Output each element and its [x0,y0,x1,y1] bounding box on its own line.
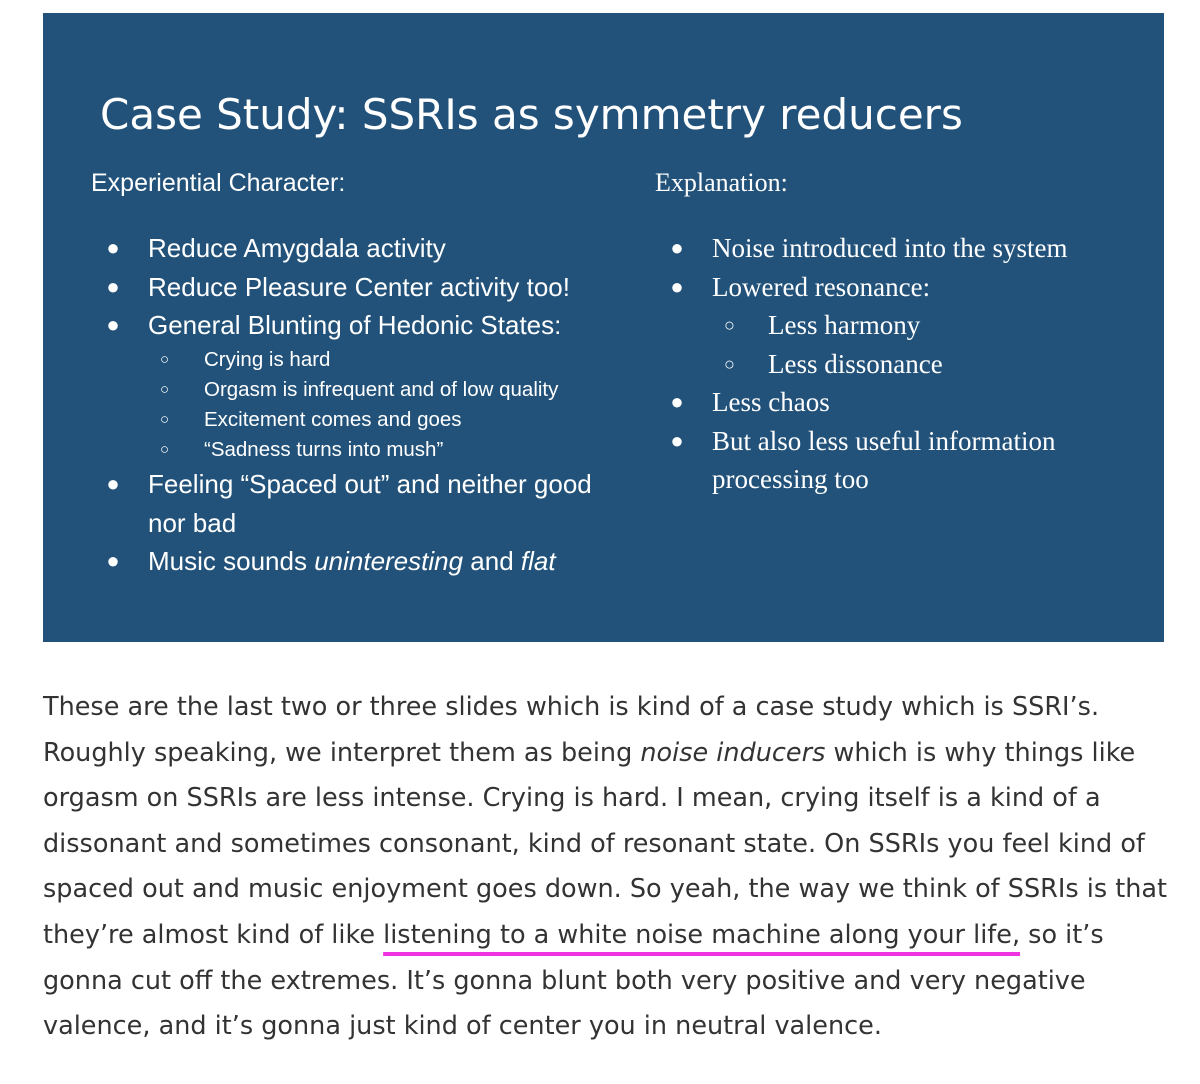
list-item-text: Lowered resonance: [712,271,931,302]
list-item [667,268,1127,384]
list-item-text-start: Music sounds [148,546,315,577]
list-item [667,422,1127,499]
sub-list-item-text: Crying is hard [204,347,331,371]
right-column-heading: Explanation: [655,168,788,197]
body-paragraph [43,685,1168,1050]
paragraph-text-start: These are the last two or three slides which is kind of a case study which is SSRI’s. Roughly speaking, we interpret them as being [43,692,1100,768]
bullet-icon: ● [106,235,120,260]
highlighted-phrase: listening to a white noise machine along your life, [383,919,1021,950]
sub-list [148,345,623,466]
paragraph-text-end: so it’s gonna cut off the extremes. It’s gonna blunt both very positive and very negative valence, and it’s gonna just kind of center you in neutral valence. [43,919,1104,1042]
explanation-list [667,229,1127,499]
sub-list-item-text: Excitement comes and goes [204,407,462,431]
emphasis-flat: flat [520,546,556,577]
experiential-list [103,229,623,581]
bullet-icon: ● [670,389,684,414]
list-item [103,268,623,307]
bullet-icon: ● [106,312,120,337]
left-column-heading: Experiential Character: [91,169,346,197]
list-item-text: But also less useful information processing too [712,425,1056,494]
bullet-icon: ● [670,273,684,299]
sub-list-item [148,405,623,435]
list-item-text: Reduce Amygdala activity [148,233,446,263]
slide-image [43,13,1164,642]
list-item [103,465,623,542]
sub-list-item-text: Less harmony [768,310,921,340]
list-item [667,229,1127,268]
bullet-icon: ● [106,471,120,497]
sub-list-item [148,345,623,375]
circle-bullet-icon: ○ [724,315,735,335]
emphasis-noise-inducers: noise inducers [640,737,826,768]
circle-bullet-icon: ○ [160,441,170,459]
bullet-icon: ● [106,273,120,299]
sub-list-item-text: Less dissonance [768,348,943,379]
sub-list-item [148,375,623,405]
circle-bullet-icon: ○ [724,353,735,374]
sub-list-item [712,345,1127,384]
list-item-text: Noise introduced into the system [712,233,1068,263]
bullet-icon: ● [106,548,120,574]
list-item-text-mid: and [463,546,521,577]
list-item-text: General Blunting of Hedonic States: [148,310,562,340]
slide-title: Case Study: SSRIs as symmetry reducers [100,90,963,139]
circle-bullet-icon: ○ [160,410,170,428]
bullet-icon: ● [670,235,684,260]
bullet-icon: ● [670,427,684,453]
circle-bullet-icon: ○ [160,380,170,398]
list-item-text: Less chaos [712,387,830,417]
list-item [103,229,623,268]
emphasis-uninteresting: uninteresting [314,546,464,577]
list-item-text: Reduce Pleasure Center activity too! [148,271,570,302]
list-item-text: Feeling “Spaced out” and neither good nor bad [148,469,592,538]
sub-list-item [712,306,1127,345]
circle-bullet-icon: ○ [160,350,170,368]
list-item [103,542,623,581]
list-item [103,306,623,465]
paragraph-text-mid: which is why things like orgasm on SSRIs are less intense. Crying is hard. I mean, crying itself is a kind of a dissonant and sometimes consonant, kind of resonant state. On SSRIs you feel kind of spaced out and music enjoyment goes down. So yeah, the way we think of SSRIs is that they’re almost kind of like [43,737,1168,950]
sub-list [712,306,1127,383]
sub-list-item [148,435,623,465]
list-item [667,383,1127,422]
sub-list-item-text: Orgasm is infrequent and of low quality [204,377,559,401]
sub-list-item-text: “Sadness turns into mush” [204,438,444,462]
